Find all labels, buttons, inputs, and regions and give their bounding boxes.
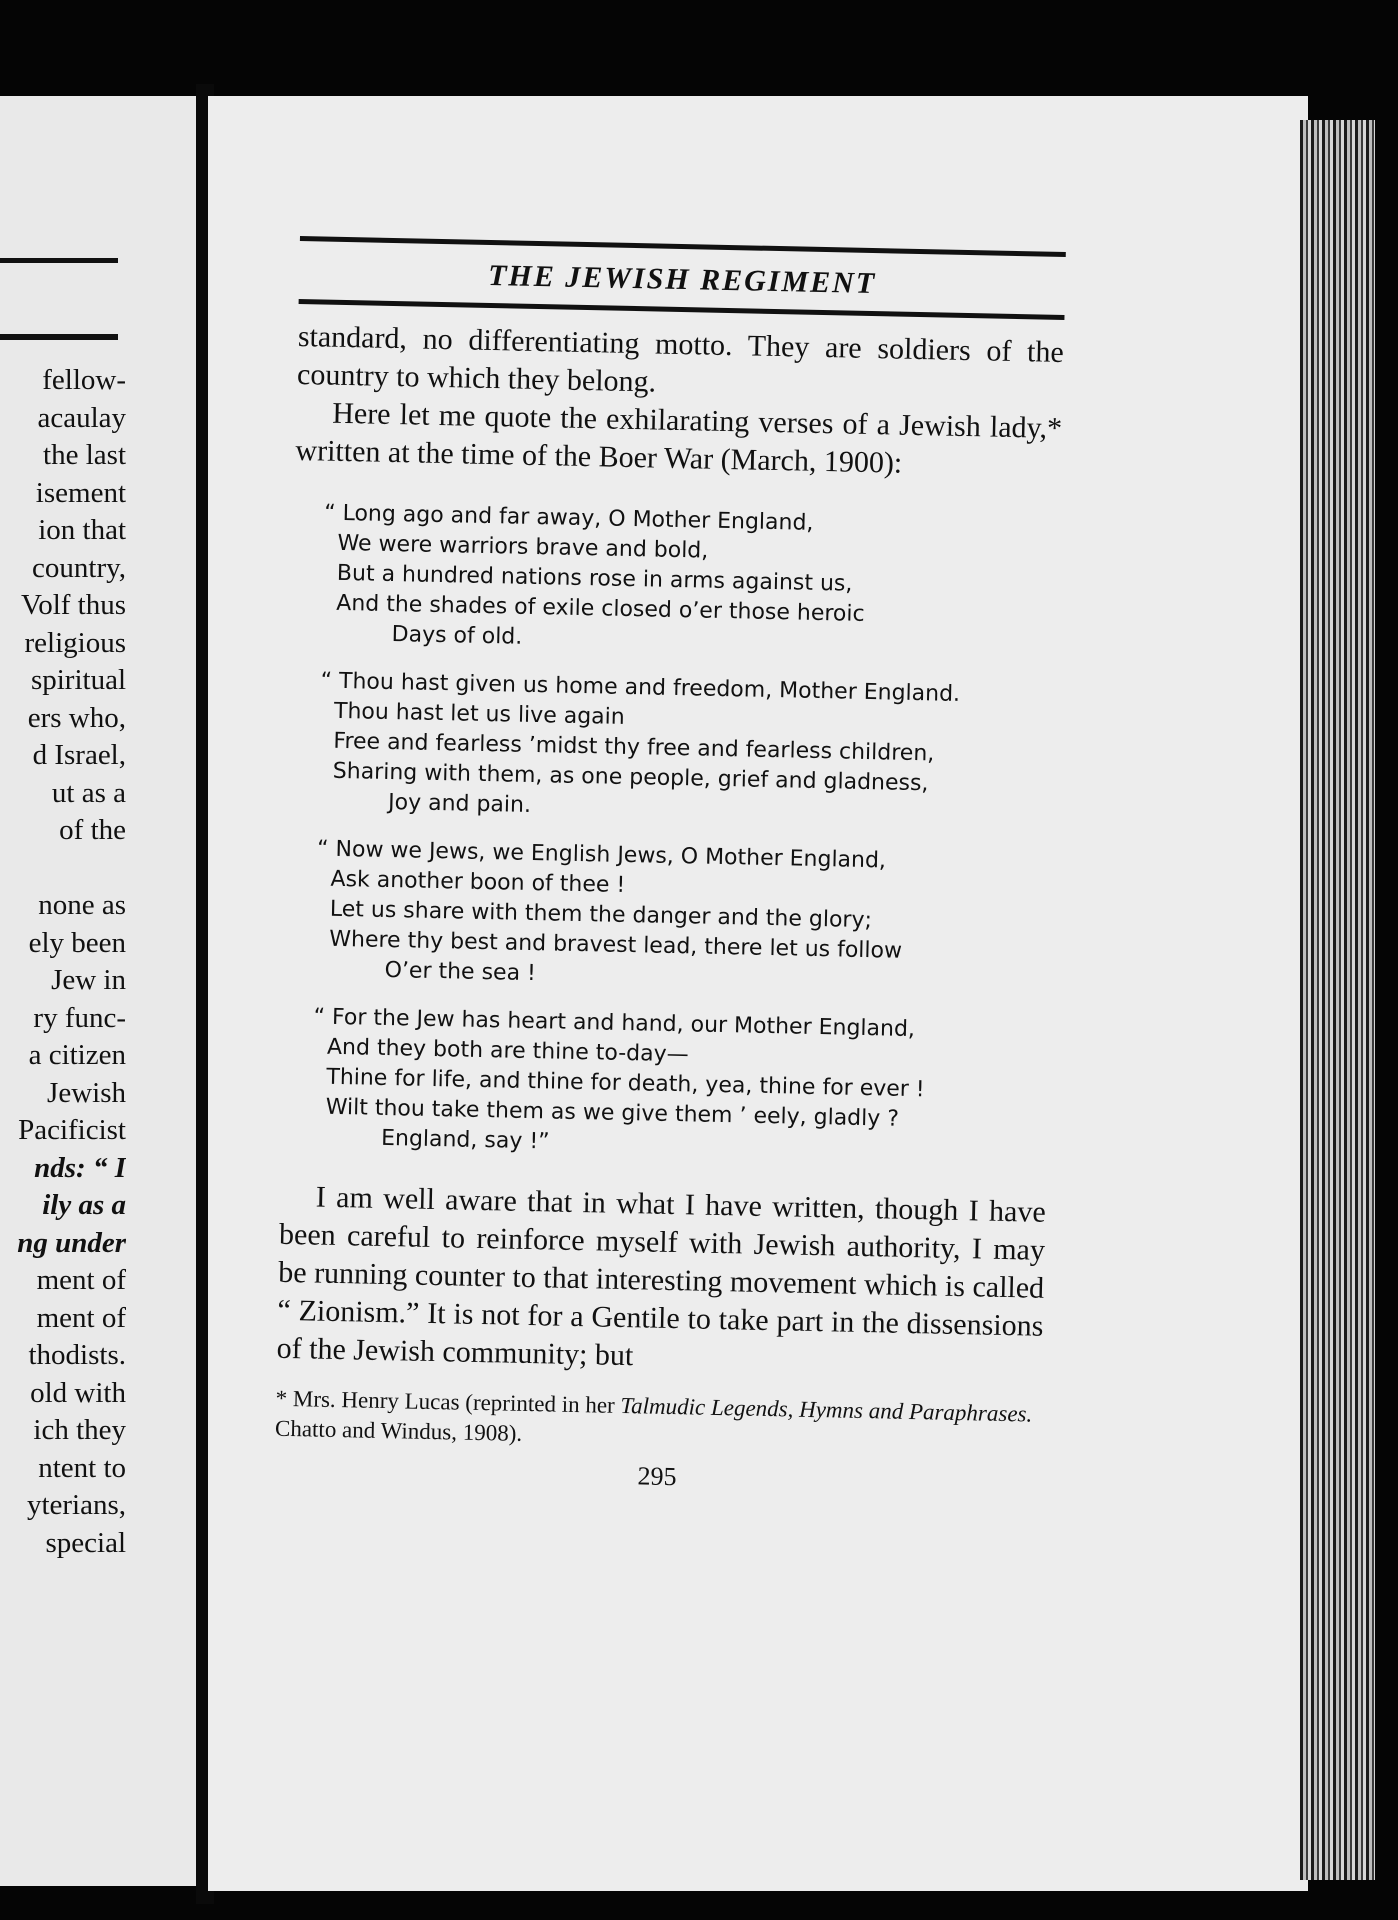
left-page-line: ment of [36,1301,126,1334]
poem-line: And the shades of exile closed o’er those heroic [336,590,865,627]
poem-stanza [311,1002,1050,1167]
poem-line: Thine for life, and thine for death, yea, thine for ever ! [326,1064,925,1103]
page-number: 295 [637,1461,677,1492]
left-page-line: old with [30,1376,126,1409]
left-page-line: yterians, [26,1489,126,1521]
poem-line: But a hundred nations rose in arms against us, [336,560,853,597]
left-page-line: of the [59,814,126,846]
poem-line: “ Thou hast given us home and freedom, Mother England. [320,668,961,707]
poem-stanza [318,667,1057,832]
left-page-line: ich they [33,1414,126,1446]
poem-line: “ Long ago and far away, O Mother England, [323,500,814,536]
left-page-text [0,362,126,1562]
left-page-line: special [45,1526,126,1559]
poem-line: “ For the Jew has heart and hand, our Mother England, [313,1004,916,1043]
left-page-line: ut as a [51,776,126,809]
left-page-line: ment of [36,1264,126,1296]
left-page-line: acaulay [37,401,126,434]
left-page [0,96,196,1886]
left-page-line: none as [38,889,126,921]
left-page-line: d Israel, [32,739,126,771]
left-header-rule-lower [0,334,118,340]
poem-line: O’er the sea ! [384,957,537,987]
left-page-line: ely been [28,926,126,959]
left-page-line: ry func- [33,1001,126,1034]
left-page-line: isement [35,476,126,509]
left-page-line: ntent to [38,1451,126,1484]
left-page-line: religious [24,626,126,659]
right-page-content [274,236,1066,1500]
poem-line: Let us share with them the danger and the glory; [329,896,873,934]
poem-line: Thou hast let us live again [333,698,625,730]
paragraph: standard, no differentiating motto. They are soldiers of the country to which they belong. [296,319,1065,399]
footnote-text-end: Chatto and Windus, 1908). [274,1415,523,1446]
paragraph: I am well aware that in what I have written, though I have been careful to reinforce myself with Jewish authority, I may be running counter to that interesting movement which is called “ Zionism.” It is not for a Gentile to take part in the dissensions of the Jewish community; but [276,1180,1047,1373]
left-page-line: Jewish [47,1076,126,1109]
paragraph: Here let me quote the exhilarating verses of a Jewish lady,* written at the time of the Boer War (March, 1900): [295,396,1063,480]
running-head: THE JEWISH REGIMENT [487,258,877,301]
footnote [275,1384,1042,1460]
footnote-text: * Mrs. Henry Lucas (reprinted in her [275,1385,621,1418]
poem-line: “ Now we Jews, we English Jews, O Mother England, [316,836,887,874]
left-header-rule [0,258,118,263]
poem-line: Free and fearless ’midst thy free and fearless children, [333,728,935,767]
poem-line: Sharing with them, as one people, grief and gladness, [332,758,929,797]
poem-stanza [321,499,1060,664]
left-page-line: Jew in [51,964,126,996]
poem-line: And they both are thine to-day— [326,1034,689,1068]
poem-line: Joy and pain. [387,789,532,818]
poem-line: We were warriors brave and bold, [337,530,709,564]
left-page-line: nds: “ I [34,1151,126,1184]
body-text [295,318,1064,486]
left-page-line: ion that [38,514,126,546]
left-page-line: the last [43,439,126,471]
left-page-line: country, [32,551,126,584]
left-page-line: ily as a [42,1189,126,1221]
body-text-continued [276,1178,1046,1384]
left-page-line: spiritual [30,664,126,696]
poem [281,498,1061,1168]
poem-line: Wilt thou take them as we give them ’ eely, gladly ? [325,1094,900,1132]
left-page-line: thodists. [28,1339,126,1371]
poem-line: Where thy best and bravest lead, there let us follow [329,926,903,964]
poem-line: Ask another boon of thee ! [330,866,626,898]
left-page-line: a citizen [28,1039,126,1071]
poem-line: Days of old. [391,622,523,650]
page-edge [1300,120,1375,1880]
left-page-line: Pacificist [18,1114,126,1146]
left-page-line: Volf thus [20,589,126,621]
footnote-title: Talmudic Legends, Hymns and Paraphrases. [620,1392,1033,1427]
left-page-line [0,850,126,888]
poem-line: England, say !” [380,1125,550,1155]
left-page-line: ng under [17,1226,126,1259]
left-page-line: fellow- [42,364,126,396]
poem-stanza [314,834,1053,999]
left-page-line: ers who, [27,701,126,734]
